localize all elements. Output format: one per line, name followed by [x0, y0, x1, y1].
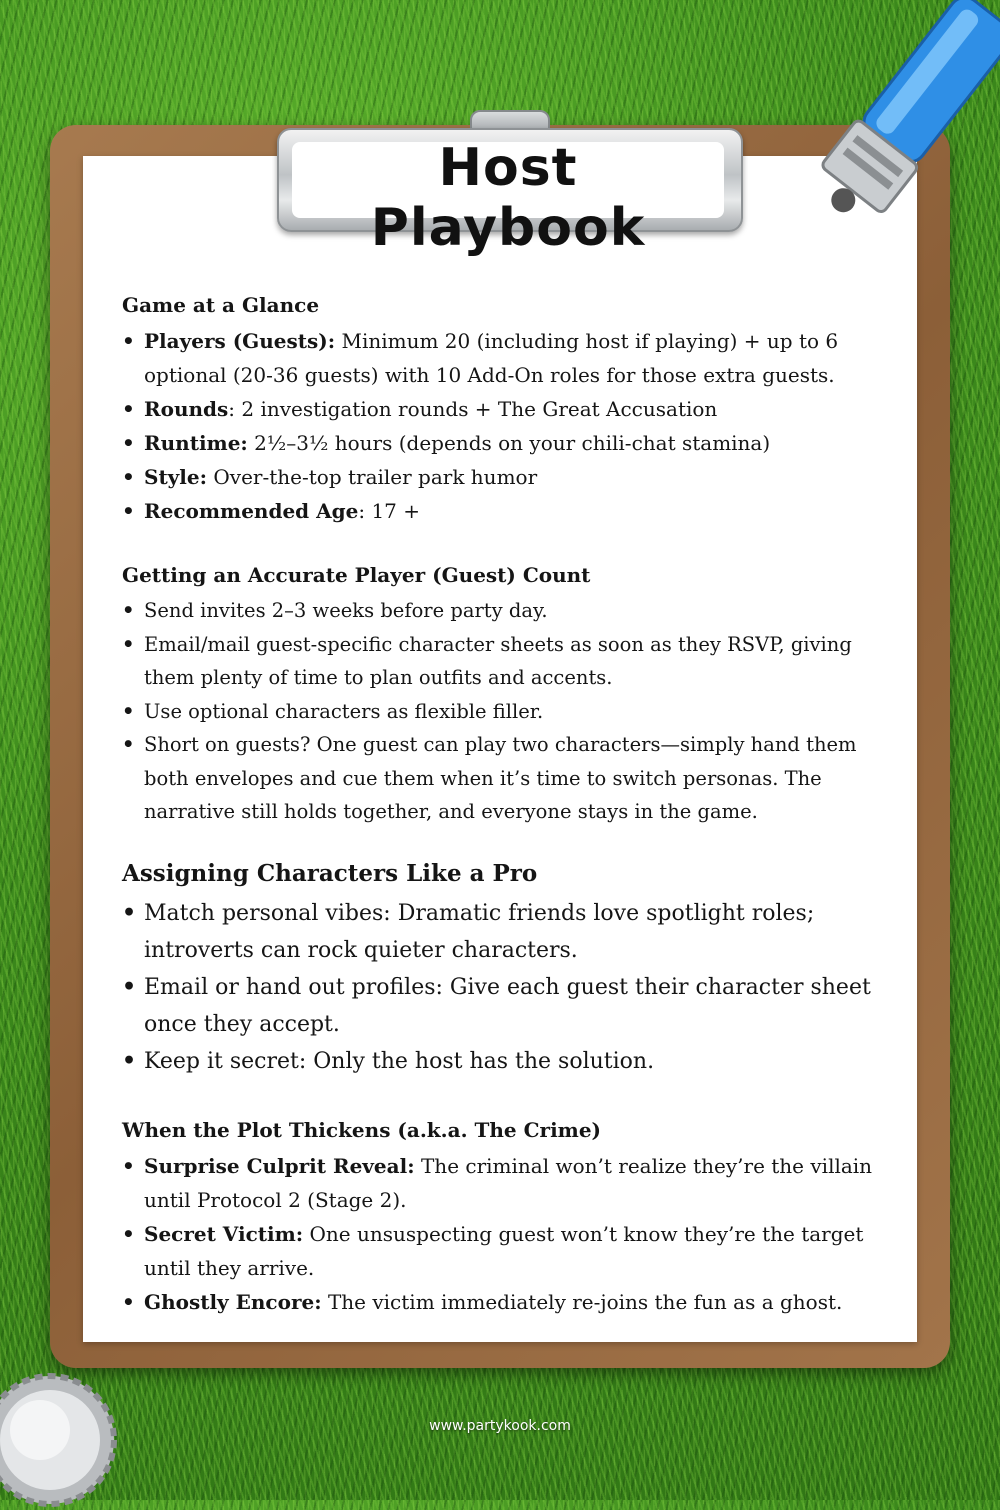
section-heading: Getting an Accurate Player (Guest) Count [122, 563, 591, 587]
item-text: Match personal vibes: Dramatic friends love spotlight roles; introverts can rock quieter characters. [144, 901, 815, 963]
bottle-cap-icon [0, 1370, 120, 1510]
item-text: : 17 + [358, 499, 421, 523]
item-text: One unsuspecting guest won’t know they’re the target until they arrive. [144, 1222, 864, 1280]
page-title: Host Playbook [370, 138, 646, 258]
list-item [144, 460, 892, 494]
item-label: Runtime: [144, 431, 248, 455]
list-item [144, 426, 892, 460]
list-item [144, 728, 892, 829]
item-label: Style: [144, 465, 208, 489]
item-text: : 2 investigation rounds + The Great Accusation [228, 397, 718, 421]
section-guest-count [122, 560, 892, 829]
item-label: Surprise Culprit Reveal: [144, 1154, 415, 1178]
bullet-list [122, 594, 892, 829]
bullet-list [122, 895, 892, 1080]
bullet-list [122, 1149, 892, 1319]
item-label: Players (Guests): [144, 329, 336, 353]
bullet-list [122, 324, 892, 528]
item-text: 2½–3½ hours (depends on your chili-chat stamina) [247, 431, 771, 455]
item-text: Send invites 2–3 weeks before party day. [144, 599, 548, 622]
section-assigning-characters [122, 857, 892, 1080]
item-text: Over-the-top trailer park humor [207, 465, 538, 489]
list-item [144, 1043, 892, 1080]
list-item [144, 695, 892, 729]
list-item [144, 494, 892, 528]
item-label: Recommended Age [144, 499, 359, 523]
list-item [144, 628, 892, 695]
item-text: The criminal won’t realize they’re the villain until Protocol 2 (Stage 2). [144, 1154, 873, 1212]
item-label: Secret Victim: [144, 1222, 304, 1246]
section-plot-thickens [122, 1115, 892, 1319]
item-text: Keep it secret: Only the host has the solution. [144, 1049, 655, 1074]
section-heading: When the Plot Thickens (a.k.a. The Crime) [122, 1118, 602, 1142]
list-item [144, 392, 892, 426]
section-game-at-a-glance [122, 290, 892, 528]
footer-url: www.partykook.com [429, 1418, 571, 1434]
list-item [144, 1285, 892, 1319]
list-item [144, 1217, 892, 1285]
item-text: Short on guests? One guest can play two characters—simply hand them both envelopes and cue them when it’s time to switch personas. The narrative still holds together, and everyone stays in the game. [144, 733, 857, 823]
section-heading: Game at a Glance [122, 293, 320, 317]
item-text: The victim immediately re-joins the fun as a ghost. [321, 1290, 843, 1314]
item-text: Email/mail guest-specific character sheets as soon as they RSVP, giving them plenty of time to plan outfits and accents. [144, 632, 852, 689]
item-text: Use optional characters as flexible filler. [144, 699, 544, 723]
section-heading: Assigning Characters Like a Pro [122, 860, 538, 887]
list-item [144, 1149, 892, 1217]
list-item [144, 895, 892, 969]
item-text: Email or hand out profiles: Give each guest their character sheet once they accept. [144, 975, 871, 1037]
item-label: Rounds [144, 397, 229, 421]
item-label: Ghostly Encore: [144, 1290, 322, 1314]
item-text: Minimum 20 (including host if playing) + up to 6 optional (20-36 guests) with 10 Add-On roles for those extra guests. [144, 329, 839, 387]
lighter-icon [810, 0, 1000, 240]
list-item [144, 969, 892, 1043]
list-item [144, 594, 892, 628]
list-item [144, 324, 892, 392]
